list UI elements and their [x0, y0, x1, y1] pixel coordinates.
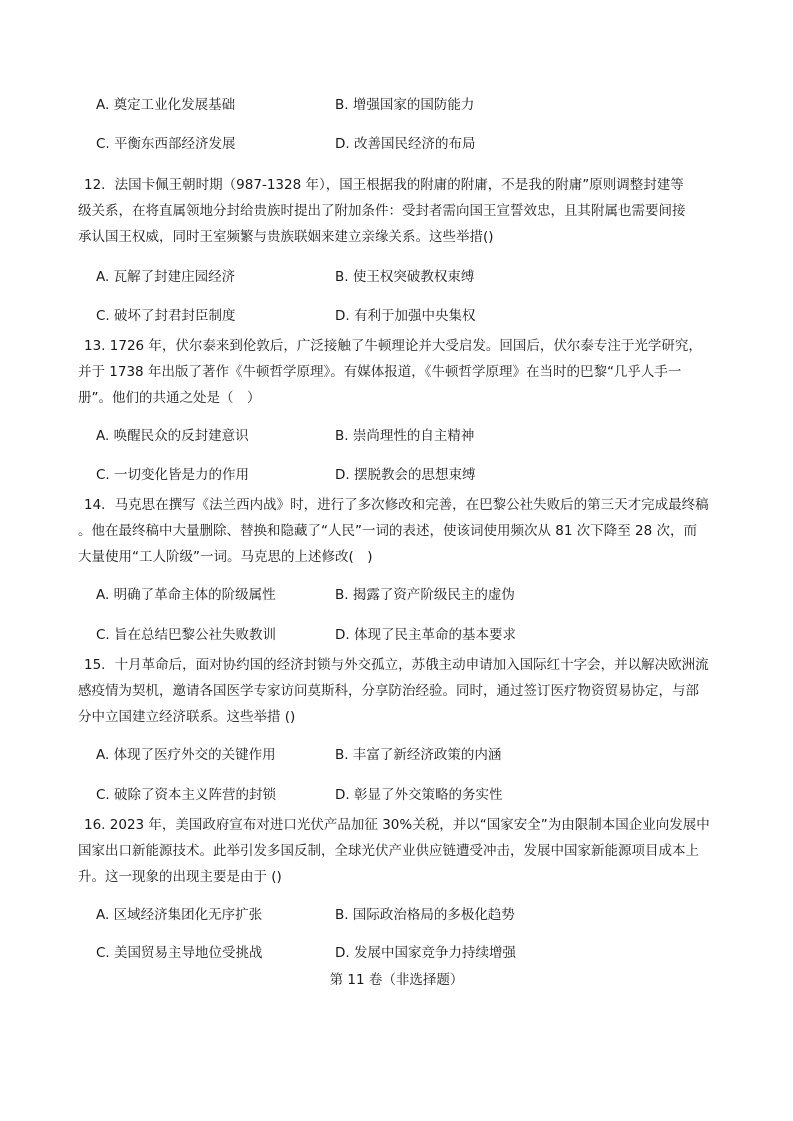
- q14-stem: [78, 492, 718, 570]
- q12-option-a: A. 瓦解了封建庄园经济: [96, 269, 236, 285]
- q13-option-a: A. 唤醒民众的反封建意识: [96, 428, 249, 444]
- q12-stem: [78, 172, 718, 250]
- q15-line-1: 15．十月革命后，面对协约国的经济封锁与外交孤立，苏俄主动申请加入国际红十字会，并以解决欧洲流: [84, 657, 709, 673]
- q12-line-2: 级关系，在将直属领地分封给贵族时提出了附加条件：受封者需向国王宣誓效忠，且其附属也需要间接: [78, 203, 686, 219]
- q13-option-c: C. 一切变化皆是力的作用: [96, 467, 250, 483]
- q14-line-1: 14．马克思在撰写《法兰西内战》时，进行了多次修改和完善，在巴黎公社失败后的第三天才完成最终稿: [84, 497, 709, 513]
- q13-line-2: 并于 1738 年出版了著作《牛顿哲学原理》。有媒体报道，《牛顿哲学原理》在当时的巴黎“几乎人手一: [78, 364, 682, 380]
- q14-option-b: B. 揭露了资产阶级民主的虚伪: [335, 587, 515, 603]
- q16-option-c: C. 美国贸易主导地位受挑战: [96, 945, 263, 961]
- q13-line-3: 册”。他们的共通之处是（ ）: [78, 390, 261, 406]
- q11-option-b: B. 增强国家的国防能力: [335, 97, 475, 113]
- q12-line-1: 12．法国卡佩王朝时期（987-1328 年），国王根据我的附庸的附庸，不是我的附庸”原则调整封建等: [84, 177, 684, 193]
- q16-option-b: B. 国际政治格局的多极化趋势: [335, 907, 515, 923]
- q12-option-d: D. 有利于加强中央集权: [335, 308, 476, 324]
- q15-line-2: 感疫情为契机，邀请各国医学专家访问莫斯科，分享防治经验。同时，通过签订医疗物资贸易协定，与部: [78, 683, 699, 699]
- q12-option-b: B. 使王权突破教权束缚: [335, 269, 475, 285]
- q16-stem: [78, 812, 718, 890]
- q16-line-1: 16. 2023 年，美国政府宣布对进口光伏产品加征 30%关税，并以“国家安全”为由限制本国企业向发展中: [84, 817, 710, 833]
- q15-option-a: A. 体现了医疗外交的关键作用: [96, 747, 276, 763]
- q16-line-2: 国家出口新能源技术。此举引发多国反制，全球光伏产业供应链遭受冲击，发展中国家新能源项目成本上: [78, 843, 699, 859]
- q15-option-c: C. 破除了资本主义阵营的封锁: [96, 787, 277, 803]
- q15-option-b: B. 丰富了新经济政策的内涵: [335, 747, 502, 763]
- q16-line-3: 升。这一现象的出现主要是由于 (): [78, 869, 282, 885]
- q12-line-3: 承认国王权威，同时王室频繁与贵族联姻来建立亲缘关系。这些举措(): [78, 229, 494, 245]
- q14-option-a: A. 明确了革命主体的阶级属性: [96, 587, 276, 603]
- q16-option-d: D. 发展中国家竞争力持续增强: [335, 945, 516, 961]
- q11-option-a: A. 奠定工业化发展基础: [96, 97, 236, 113]
- q11-option-c: C. 平衡东西部经济发展: [96, 136, 236, 152]
- q11-option-d: D. 改善国民经济的布局: [335, 136, 476, 152]
- q13-option-b: B. 崇尚理性的自主精神: [335, 428, 475, 444]
- q13-option-d: D. 摆脱教会的思想束缚: [335, 467, 476, 483]
- q15-option-d: D. 彰显了外交策略的务实性: [335, 787, 503, 803]
- q15-stem: [78, 652, 718, 730]
- q14-line-3: 大量使用“工人阶级”一词。马克思的上述修改( ): [78, 549, 373, 565]
- q15-line-3: 分中立国建立经济联系。这些举措 (): [78, 709, 296, 725]
- section-title: 第 11 卷（非选择题）: [329, 972, 464, 988]
- q13-stem: [78, 333, 718, 411]
- q14-option-d: D. 体现了民主革命的基本要求: [335, 627, 516, 643]
- q14-option-c: C. 旨在总结巴黎公社失败教训: [96, 627, 277, 643]
- q14-line-2: 。他在最终稿中大量删除、替换和隐藏了“人民”一词的表述，使该词使用频次从 81 次下降至 28 次，而: [78, 523, 698, 539]
- q12-option-c: C. 破坏了封君封臣制度: [96, 308, 236, 324]
- q16-option-a: A. 区域经济集团化无序扩张: [96, 907, 263, 923]
- q13-line-1: 13. 1726 年，伏尔泰来到伦敦后，广泛接触了牛顿理论并大受启发。回国后，伏尔泰专注于光学研究，: [84, 338, 702, 354]
